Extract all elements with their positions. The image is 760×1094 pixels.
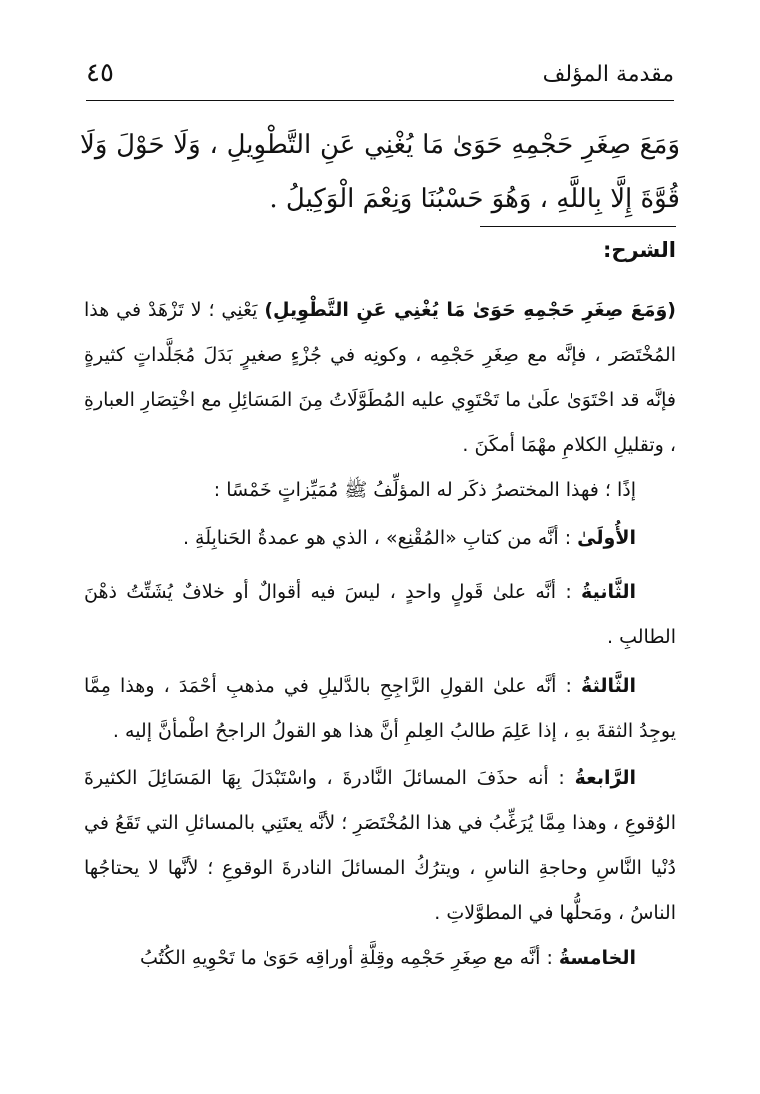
- feature-text: : أنَّه علىٰ القولِ الرَّاجِحِ بالدَّليلِ في مذهبِ أحْمَدَ ، وهذا مِمَّا يوجِدُ الثقةَ بهِ ، إذا عَلِمَ طالبُ العِلمِ أنَّ هذا هو القولُ الراجحُ اطْمأنَّ إليه .: [84, 675, 676, 742]
- feature-term: الأُولَىٰ: [577, 527, 636, 549]
- feature-fifth: [84, 936, 676, 981]
- feature-third: [84, 664, 676, 754]
- feature-fourth: [84, 756, 676, 936]
- feature-first: [84, 516, 676, 561]
- feature-term: الخامسةُ: [558, 947, 636, 969]
- page-header: [86, 56, 674, 101]
- commentary-paragraph-2: إذًا ؛ فهذا المختصرُ ذكَر له المؤلِّفُ ﷺ مُمَيِّزاتٍ خَمْسًا :: [213, 479, 636, 501]
- paragraph-text: يَعْنِي ؛ لا تَزْهَدْ في هذا المُخْتَصَر ، فإنَّه مع صِغَرِ حَجْمِه ، وكونِه في جُزْءٍ صغيرٍ بَدَلَ مُجَلَّداتٍ كثيرةٍ فإنَّه قد احْتَوَىٰ علَىٰ ما تَحْتَوِي عليه المُطَوَّلَاتُ مِنَ المَسَائِلِ مع اخْتِصَارِ العبارةِ ، وتقليلِ الكلامِ مهْمَا أمكَنَ .: [84, 299, 676, 456]
- feature-second: [84, 570, 676, 660]
- feature-term: الرَّابعةُ: [574, 767, 636, 789]
- matn-separator: [480, 226, 676, 227]
- sharh-heading: الشرح:: [602, 238, 676, 262]
- matn-text: وَمَعَ صِغَرِ حَجْمِهِ حَوَىٰ مَا يُغْنِي عَنِ التَّطْوِيلِ ، وَلَا حَوْلَ وَلَا قُوَّةَ إِلَّا بِاللَّهِ ، وَهُوَ حَسْبُنَا وَنِعْمَ الْوَكِيلُ .: [80, 130, 680, 214]
- commentary-paragraph-1: [84, 288, 676, 468]
- feature-text: : أنَّه مع صِغَرِ حَجْمِه وقِلَّةِ أوراقِه حَوَىٰ ما تَحْوِيهِ الكُتُبُ: [139, 947, 559, 969]
- running-title: مقدمة المؤلف: [542, 62, 674, 87]
- feature-term: الثَّانيةُ: [581, 581, 636, 603]
- feature-text: : أنه حذَفَ المسائلَ النَّادرةَ ، واسْتَبْدَلَ بِهَا المَسَائِلَ الكثيرةَ الوُقوعِ ، وهذا مِمَّا يُرَغِّبُ في هذا المُخْتَصَرِ ؛ لأنَّه يعتَنِي بالمسائلِ التي تَقَعُ في دُنْيا النَّاسِ وحاجةِ الناسِ ، ويترُكُ المسائلَ النادرةَ الوقوعِ ؛ لأنَّها لا يحتاجُها الناسُ ، ومَحلُّها في المطوَّلاتِ .: [84, 767, 676, 924]
- feature-text: : أنَّه من كتابِ «المُقْنِع» ، الذي هو عمدةُ الحَنابِلَةِ .: [182, 527, 578, 549]
- feature-term: الثَّالثةُ: [581, 675, 636, 697]
- page-number: ٤٥: [86, 58, 114, 88]
- quoted-matn: (وَمَعَ صِغَرِ حَجْمِهِ حَوَىٰ مَا يُغْنِي عَنِ التَّطْوِيلِ): [264, 299, 676, 321]
- feature-text: : أنَّه علىٰ قَولٍ واحدٍ ، ليسَ فيه أقوالٌ أو خلافٌ يُشَتِّتُ ذهْنَ الطالبِ .: [84, 581, 676, 648]
